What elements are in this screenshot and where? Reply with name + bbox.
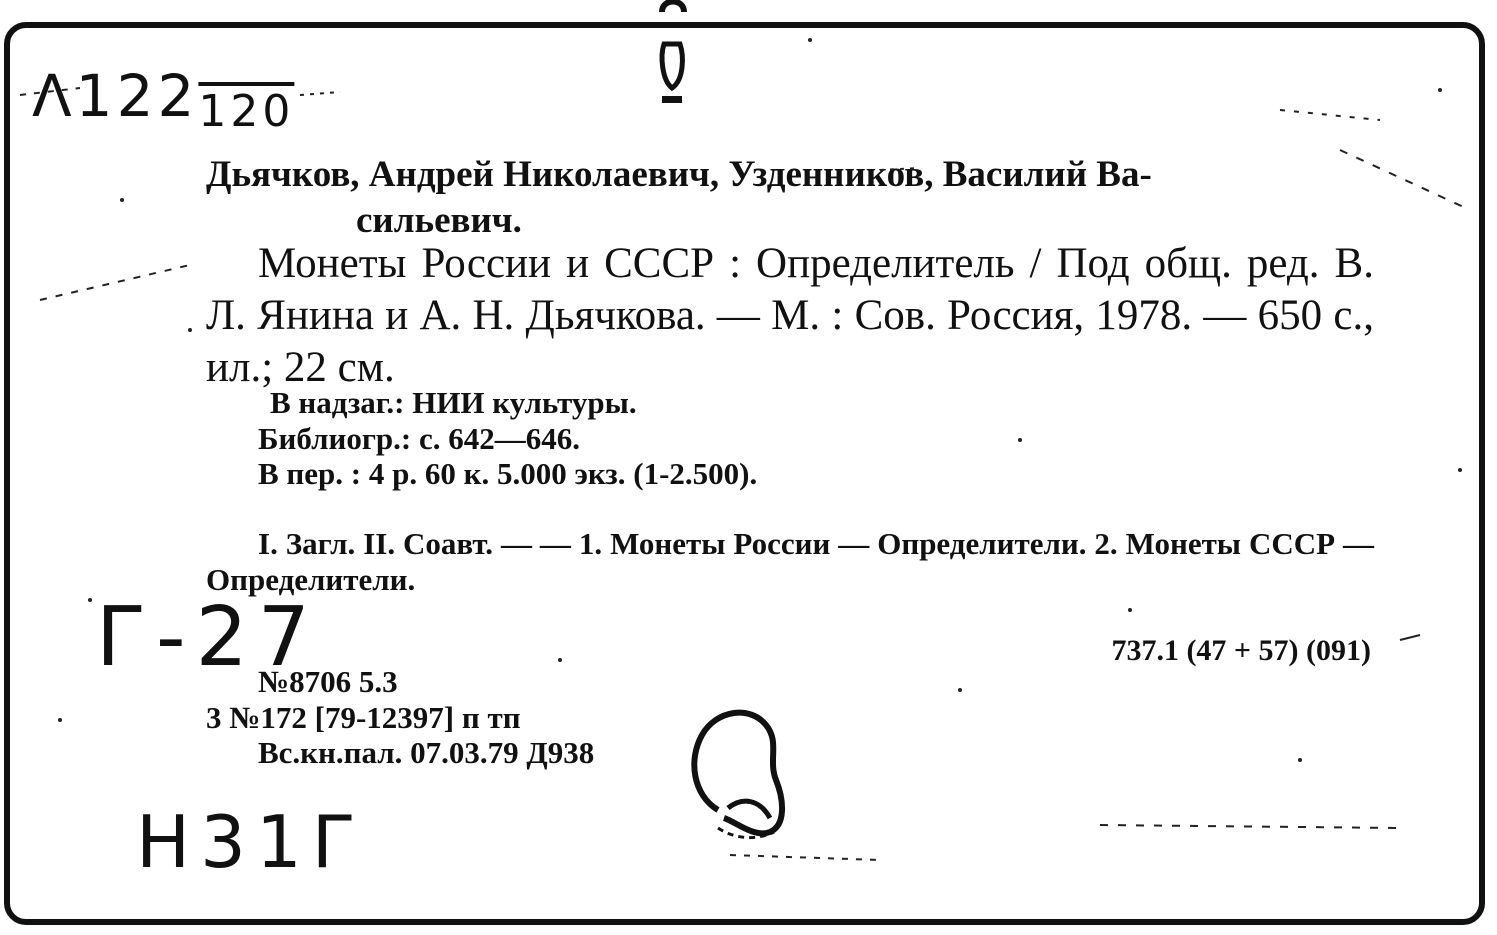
card-punch-hole (650, 0, 694, 110)
title-block: Монеты России и СССР : Определитель / Под общ. ред. В. Л. Янина и А. Н. Дьячкова. — М. : Сов. Россия, 1978. — 650 с., ил.; 22 см. (206, 240, 1374, 391)
note-price: В пер. : 4 р. 60 к. 5.000 экз. (1-2.500). (258, 456, 758, 491)
handwritten-scribble (688, 700, 798, 850)
card-authors (206, 152, 1374, 244)
production-line-2: 3 №172 [79-12397] п тп (206, 700, 521, 735)
handwritten-shelfmark (32, 62, 294, 137)
handwritten-n-code: H31Г (136, 800, 366, 884)
handwritten-g-code: Г-27 (96, 590, 320, 685)
subject-tracing: I. Загл. II. Соавт. — — 1. Монеты России — Определители. 2. Монеты СССР — Определители. (206, 526, 1374, 597)
note-header: В надзаг.: НИИ культуры. (270, 385, 637, 420)
authors-line-2: сильевич. (356, 200, 522, 241)
udc-classification: 737.1 (47 + 57) (091) (1111, 634, 1371, 667)
note-bibliography: Библиогр.: с. 642—646. (258, 421, 580, 456)
shelfmark-sub: 120 (198, 86, 295, 137)
shelfmark-main: Λ122 (32, 62, 199, 130)
production-line-1: №8706 5.3 (258, 664, 398, 699)
production-line-3: Вс.кн.пал. 07.03.79 Д938 (258, 735, 595, 770)
authors-line-1: Дьячков, Андрей Николаевич, Узденников, Василий Ва- (206, 154, 1152, 195)
